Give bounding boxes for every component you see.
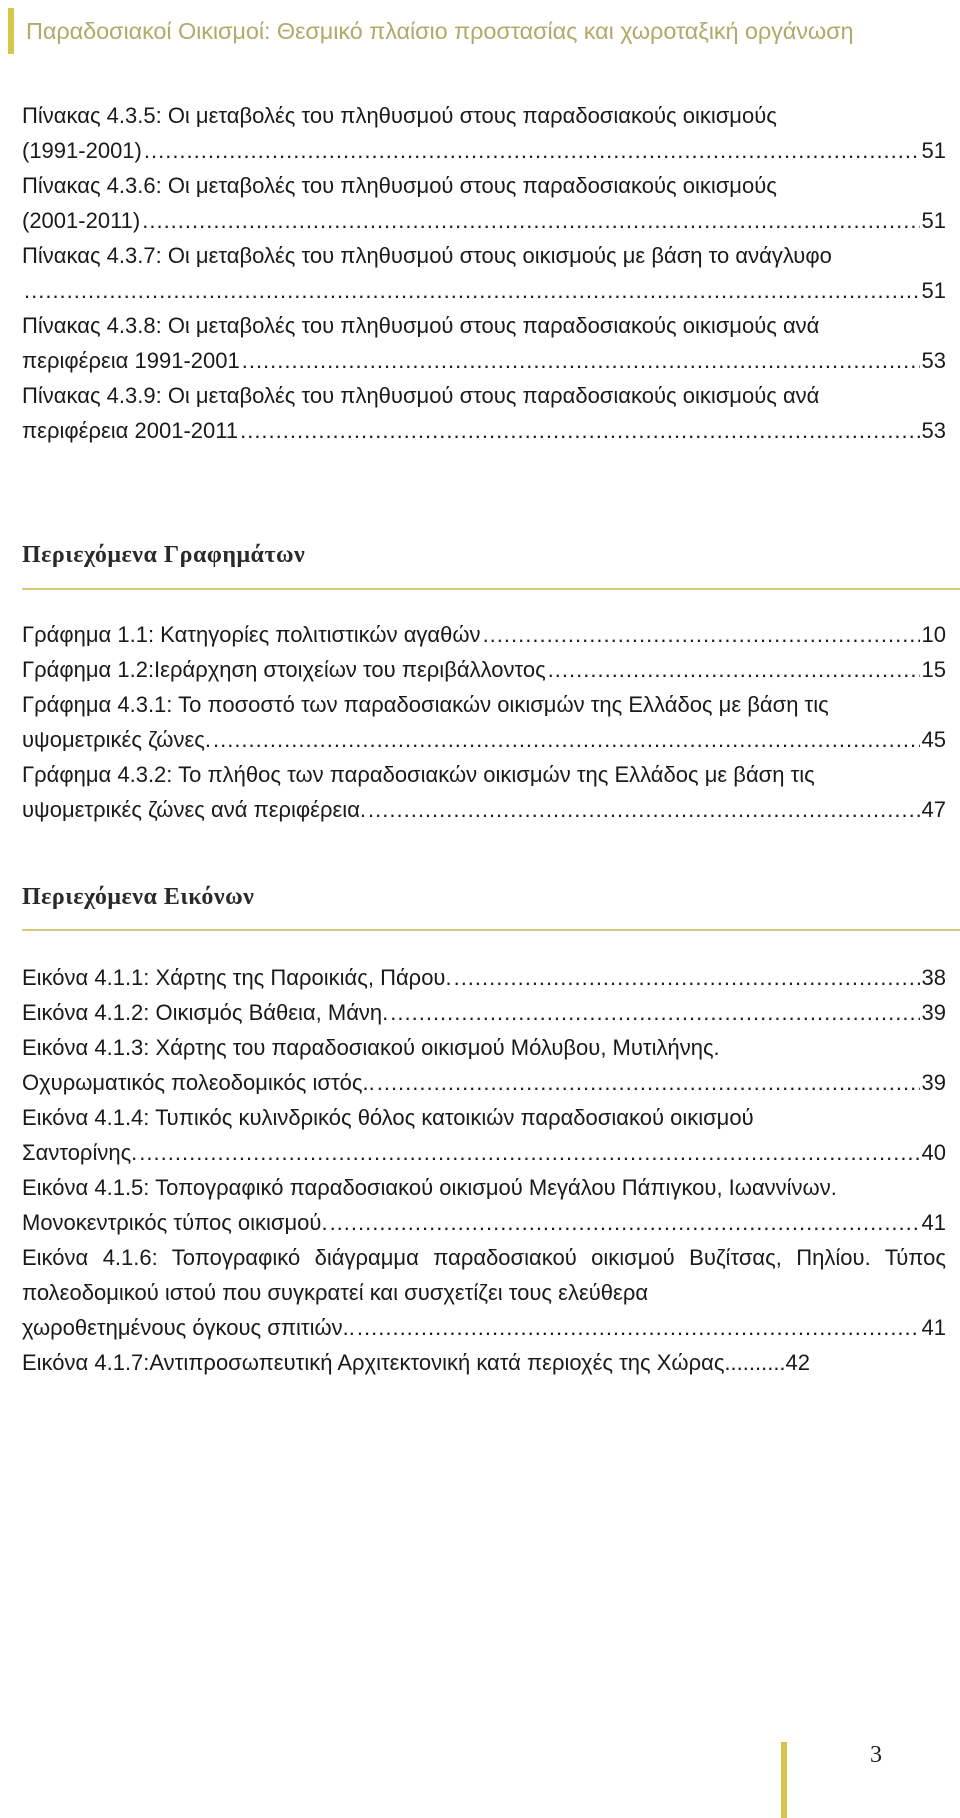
- toc-entry-table-4-3-6[interactable]: Πίνακας 4.3.6: Οι μεταβολές του πληθυσμού στους παραδοσιακούς οικισμούς (2001-2011) ..... 51: [22, 168, 946, 238]
- toc-entry-image-4-1-3[interactable]: Εικόνα 4.1.3: Χάρτης του παραδοσιακού οικισμού Μόλυβου, Μυτιλήνης. Οχυρωματικός πολεοδομικός ιστός.. ..... 39: [22, 1030, 946, 1100]
- dot-leader: [24, 273, 920, 308]
- images-list: [22, 960, 946, 1380]
- section-divider: [22, 929, 960, 931]
- page-ref: 39: [921, 1070, 946, 1095]
- page-ref: 47: [921, 797, 946, 822]
- page-number: 3: [870, 1742, 882, 1768]
- dot-leader: [548, 652, 920, 687]
- toc-entry-graph-4-3-2[interactable]: Γράφημα 4.3.2: Το πλήθος των παραδοσιακών οικισμών της Ελλάδος με βάση τις υψομετρικές ζώνες ανά περιφέρεια. ..... 47: [22, 757, 946, 827]
- running-header-title: Παραδοσιακοί Οικισμοί: Θεσμικό πλαίσιο προστασίας και χωροταξική οργάνωση: [26, 17, 854, 44]
- page-ref: 38: [921, 965, 946, 990]
- page-ref: 51: [921, 138, 946, 163]
- dot-leader: [390, 995, 919, 1030]
- page-ref: 41: [921, 1315, 946, 1340]
- page-ref: 51: [921, 278, 946, 303]
- dot-leader: [357, 1310, 920, 1345]
- running-header: [8, 8, 938, 54]
- tables-list: [22, 98, 946, 448]
- toc-entry-image-4-1-2[interactable]: Εικόνα 4.1.2: Οικισμός Βάθεια, Μάνη. ..... 39: [22, 995, 946, 1030]
- toc-entry-graph-4-3-1[interactable]: Γράφημα 4.3.1: Το ποσοστό των παραδοσιακών οικισμών της Ελλάδος με βάση τις υψομετρικές ζώνες. ..... 45: [22, 687, 946, 757]
- page-ref: 51: [921, 208, 946, 233]
- dot-leader: [213, 722, 920, 757]
- dot-leader: [483, 617, 920, 652]
- page-ref: 41: [921, 1210, 946, 1235]
- toc-entry-image-4-1-7[interactable]: Εικόνα 4.1.7:Αντιπροσωπευτική Αρχιτεκτονική κατά περιοχές της Χώρας..........42: [22, 1350, 811, 1375]
- section-title-images: Περιεχόμενα Εικόνων: [22, 884, 255, 910]
- page-ref: 39: [921, 1000, 946, 1025]
- toc-entry-graph-1-2[interactable]: Γράφημα 1.2:Ιεράρχηση στοιχείων του περιβάλλοντος ..... 15: [22, 652, 946, 687]
- toc-entry-table-4-3-5[interactable]: Πίνακας 4.3.5: Οι μεταβολές του πληθυσμού στους παραδοσιακούς οικισμούς (1991-2001) ..... 51: [22, 98, 946, 168]
- page-ref: 45: [921, 727, 946, 752]
- toc-entry-image-4-1-1[interactable]: Εικόνα 4.1.1: Χάρτης της Παροικιάς, Πάρου. ..... 38: [22, 960, 946, 995]
- toc-entry-table-4-3-7[interactable]: Πίνακας 4.3.7: Οι μεταβολές του πληθυσμού στους οικισμούς με βάση το ανάγλυφο ..... 51: [22, 238, 946, 308]
- page-ref: 53: [921, 418, 946, 443]
- toc-entry-image-4-1-5[interactable]: Εικόνα 4.1.5: Τοπογραφικό παραδοσιακού οικισμού Μεγάλου Πάπιγκου, Ιωαννίνων. Μονοκεντρικός τύπος οικισμού. ..... 41: [22, 1170, 946, 1240]
- dot-leader: [377, 1065, 920, 1100]
- dot-leader: [144, 133, 920, 168]
- dot-leader: [139, 1135, 919, 1170]
- toc-entry-table-4-3-9[interactable]: Πίνακας 4.3.9: Οι μεταβολές του πληθυσμού στους παραδοσιακούς οικισμούς ανά περιφέρεια 2001-2011 ..... 53: [22, 378, 946, 448]
- dot-leader: [330, 1205, 920, 1240]
- page-ref: 10: [921, 622, 946, 647]
- toc-entry-table-4-3-8[interactable]: Πίνακας 4.3.8: Οι μεταβολές του πληθυσμού στους παραδοσιακούς οικισμούς ανά περιφέρεια 1991-2001 ..... 53: [22, 308, 946, 378]
- toc-entry-image-4-1-6[interactable]: Εικόνα 4.1.6: Τοπογραφικό διάγραμμα παραδοσιακού οικισμού Βυζίτσας, Πηλίου. Τύπος πολεοδομικού ιστού που συγκρατεί και συσχετίζει τους ελεύθερα χωροθετημένους όγκους σπιτιών.. ..... 41: [22, 1240, 946, 1345]
- page-ref: 53: [921, 348, 946, 373]
- page-ref: 15: [921, 657, 946, 682]
- dot-leader: [242, 343, 920, 378]
- dot-leader: [368, 792, 919, 827]
- dot-leader: [454, 960, 920, 995]
- dot-leader: [142, 203, 919, 238]
- page-ref: 40: [921, 1140, 946, 1165]
- toc-entry-image-4-1-4[interactable]: Εικόνα 4.1.4: Τυπικός κυλινδρικός θόλος κατοικιών παραδοσιακού οικισμού Σαντορίνης. ..... 40: [22, 1100, 946, 1170]
- footer-accent-bar: [781, 1742, 787, 1818]
- dot-leader: [240, 413, 919, 448]
- section-divider: [22, 588, 960, 590]
- graphs-list: [22, 617, 946, 827]
- toc-entry-graph-1-1[interactable]: Γράφημα 1.1: Κατηγορίες πολιτιστικών αγαθών ..... 10: [22, 617, 946, 652]
- section-title-graphs: Περιεχόμενα Γραφημάτων: [22, 542, 306, 568]
